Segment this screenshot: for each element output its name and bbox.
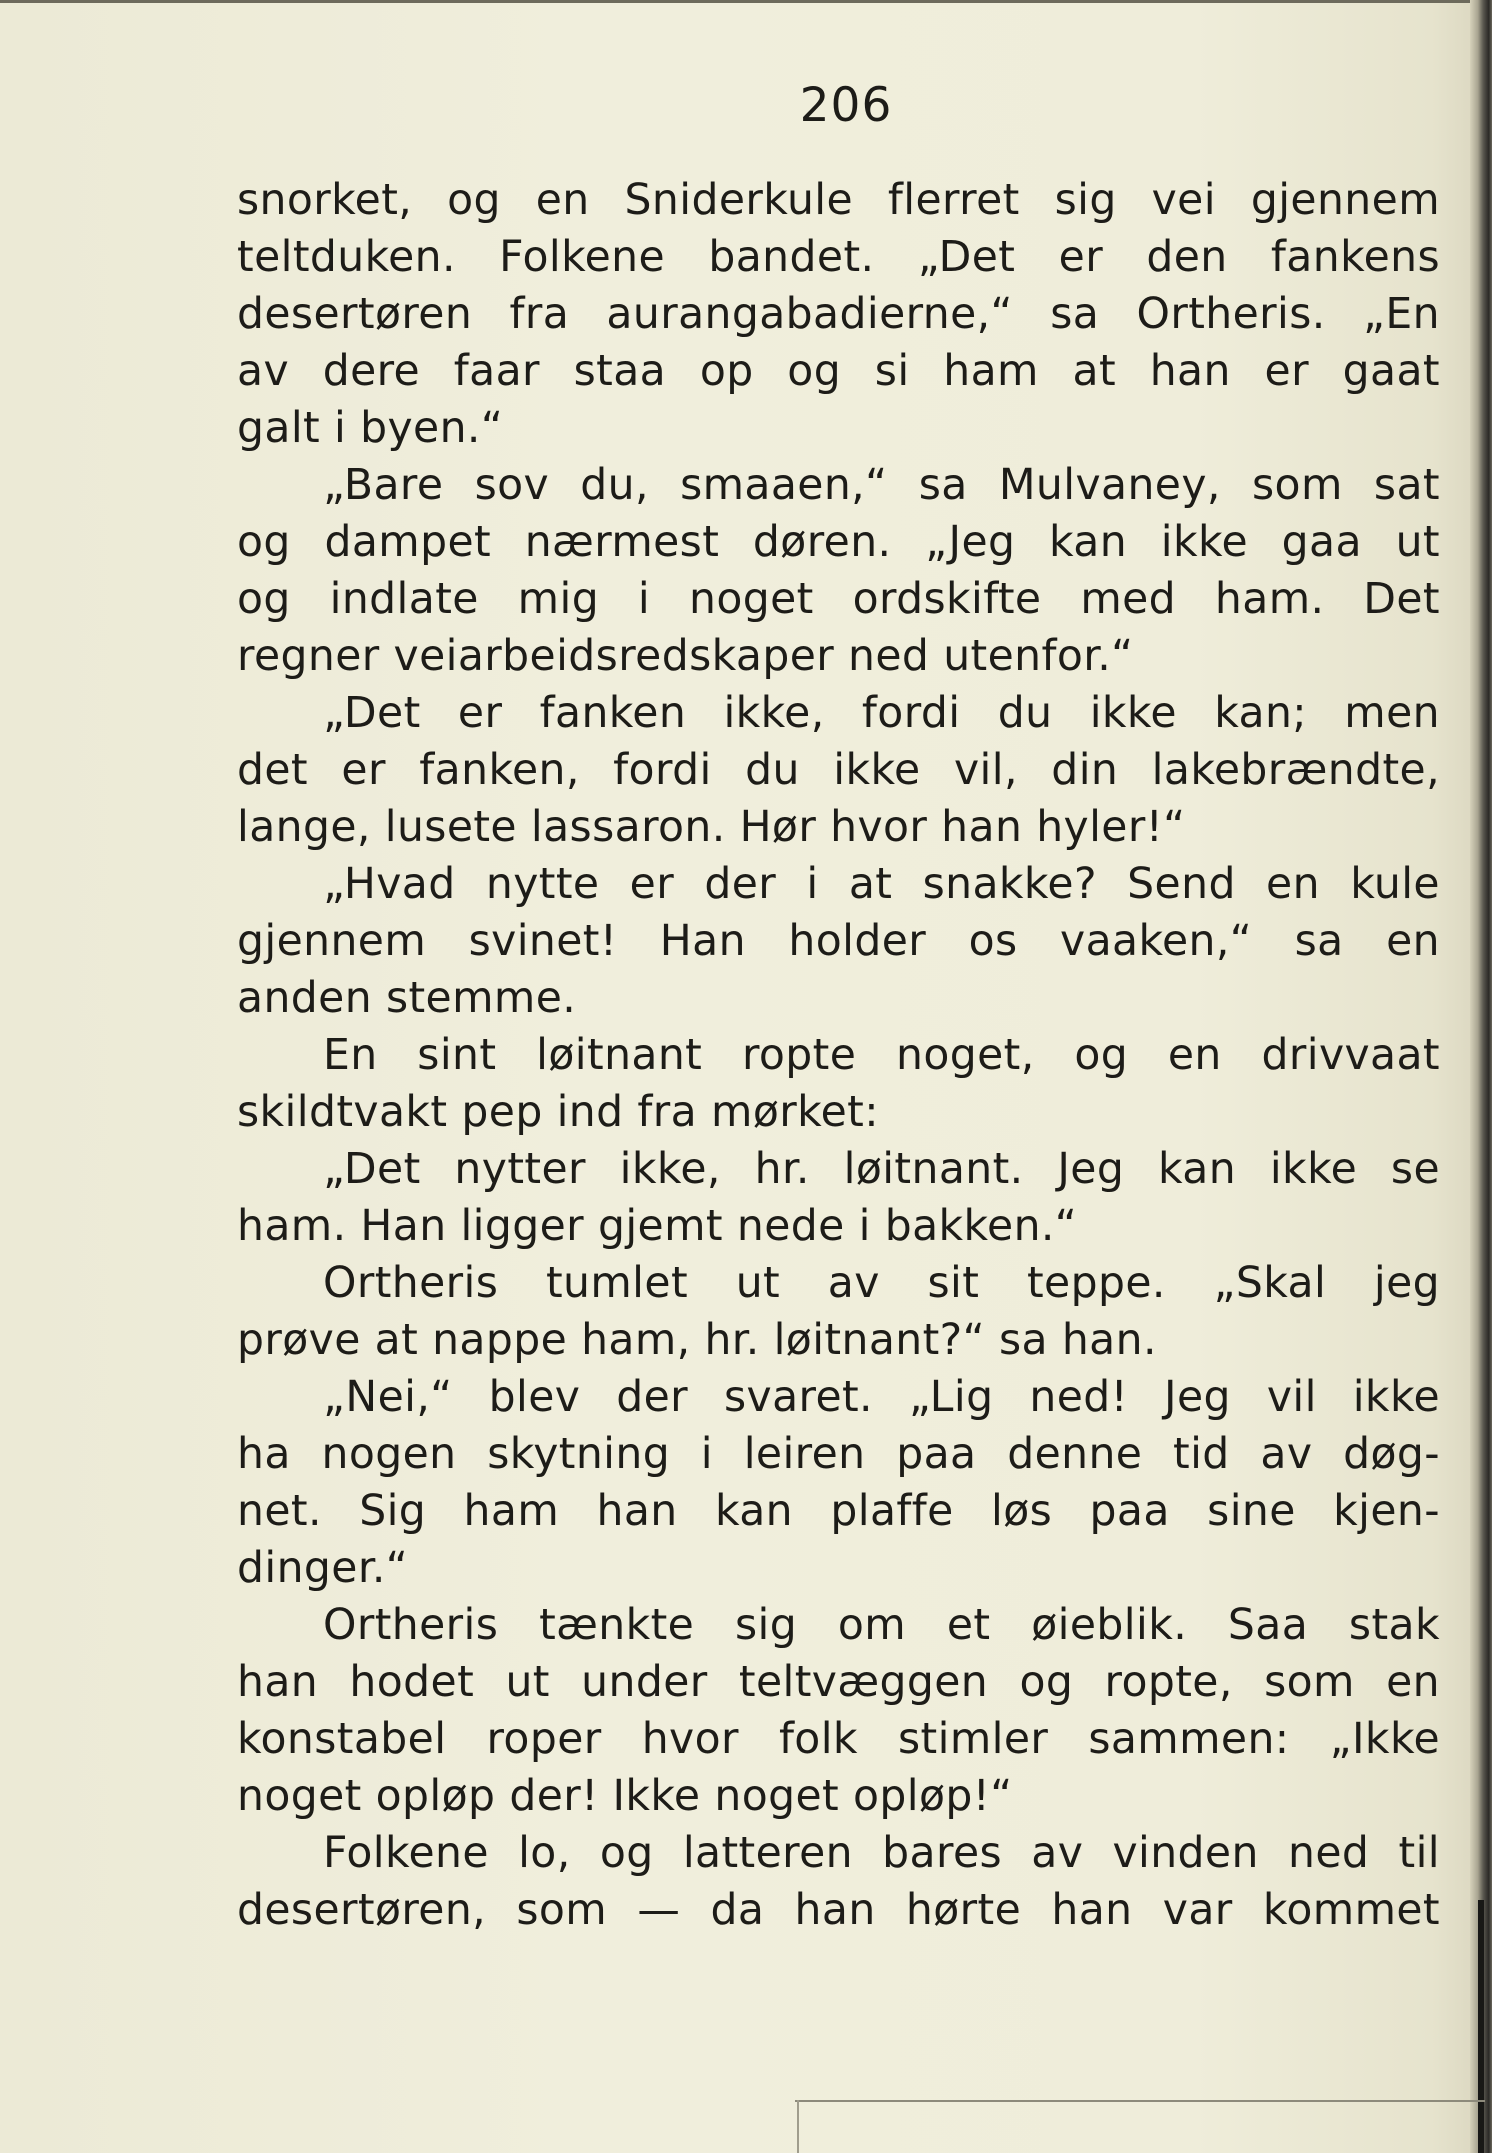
bottom-rule [795, 2100, 1485, 2102]
text-line: „Det nytter ikke, hr. løitnant. Jeg kan ikke se [323, 1145, 1440, 1194]
text-line: av dere faar staa op og si ham at han er gaat [237, 347, 1440, 396]
text-line: galt i byen.“ [237, 404, 504, 453]
text-line: desertøren, som — da han hørte han var kommet [237, 1886, 1440, 1935]
body-text [237, 172, 1440, 1939]
text-line: regner veiarbeidsredskaper ned utenfor.“ [237, 632, 1134, 681]
text-line: han hodet ut under teltvæggen og ropte, som en [237, 1658, 1440, 1707]
text-line: „Det er fanken ikke, fordi du ikke kan; men [323, 689, 1440, 738]
text-line: lange, lusete lassaron. Hør hvor han hyler!“ [237, 803, 1186, 852]
binding-shadow [1478, 1900, 1484, 2153]
text-line: „Hvad nytte er der i at snakke? Send en kule [323, 860, 1440, 909]
text-line: og indlate mig i noget ordskifte med ham. Det [237, 575, 1440, 624]
page-number: 206 [799, 78, 893, 133]
text-line: Folkene lo, og latteren bares av vinden ned til [323, 1829, 1440, 1878]
text-line: det er fanken, fordi du ikke vil, din lakebrændte, [237, 746, 1440, 795]
text-line: ham. Han ligger gjemt nede i bakken.“ [237, 1202, 1078, 1251]
page-binding-edge [1470, 0, 1492, 2153]
text-line: ha nogen skytning i leiren paa denne tid av døg- [237, 1430, 1440, 1479]
text-line: snorket, og en Sniderkule flerret sig vei gjennem [237, 176, 1440, 225]
text-line: dinger.“ [237, 1544, 409, 1593]
text-line: noget opløp der! Ikke noget opløp!“ [237, 1772, 1013, 1821]
text-line: „Nei,“ blev der svaret. „Lig ned! Jeg vil ikke [323, 1373, 1440, 1422]
text-line: Ortheris tumlet ut av sit teppe. „Skal jeg [323, 1259, 1440, 1308]
text-line: konstabel roper hvor folk stimler sammen: „Ikke [237, 1715, 1440, 1764]
text-line: teltduken. Folkene bandet. „Det er den fankens [237, 233, 1440, 282]
text-line: En sint løitnant ropte noget, og en drivvaat [323, 1031, 1440, 1080]
top-scan-edge [0, 0, 1492, 3]
text-line: Ortheris tænkte sig om et øieblik. Saa stak [323, 1601, 1440, 1650]
text-line: og dampet nærmest døren. „Jeg kan ikke gaa ut [237, 518, 1440, 567]
text-line: anden stemme. [237, 974, 577, 1023]
text-line: skildtvakt pep ind fra mørket: [237, 1088, 879, 1137]
text-line: gjennem svinet! Han holder os vaaken,“ sa en [237, 917, 1440, 966]
text-line: net. Sig ham han kan plaffe løs paa sine kjen- [237, 1487, 1440, 1536]
text-line: prøve at nappe ham, hr. løitnant?“ sa han. [237, 1316, 1157, 1365]
bottom-rule-tick [797, 2100, 799, 2153]
text-line: desertøren fra aurangabadierne,“ sa Ortheris. „En [237, 290, 1440, 339]
text-line: „Bare sov du, smaaen,“ sa Mulvaney, som sat [323, 461, 1440, 510]
